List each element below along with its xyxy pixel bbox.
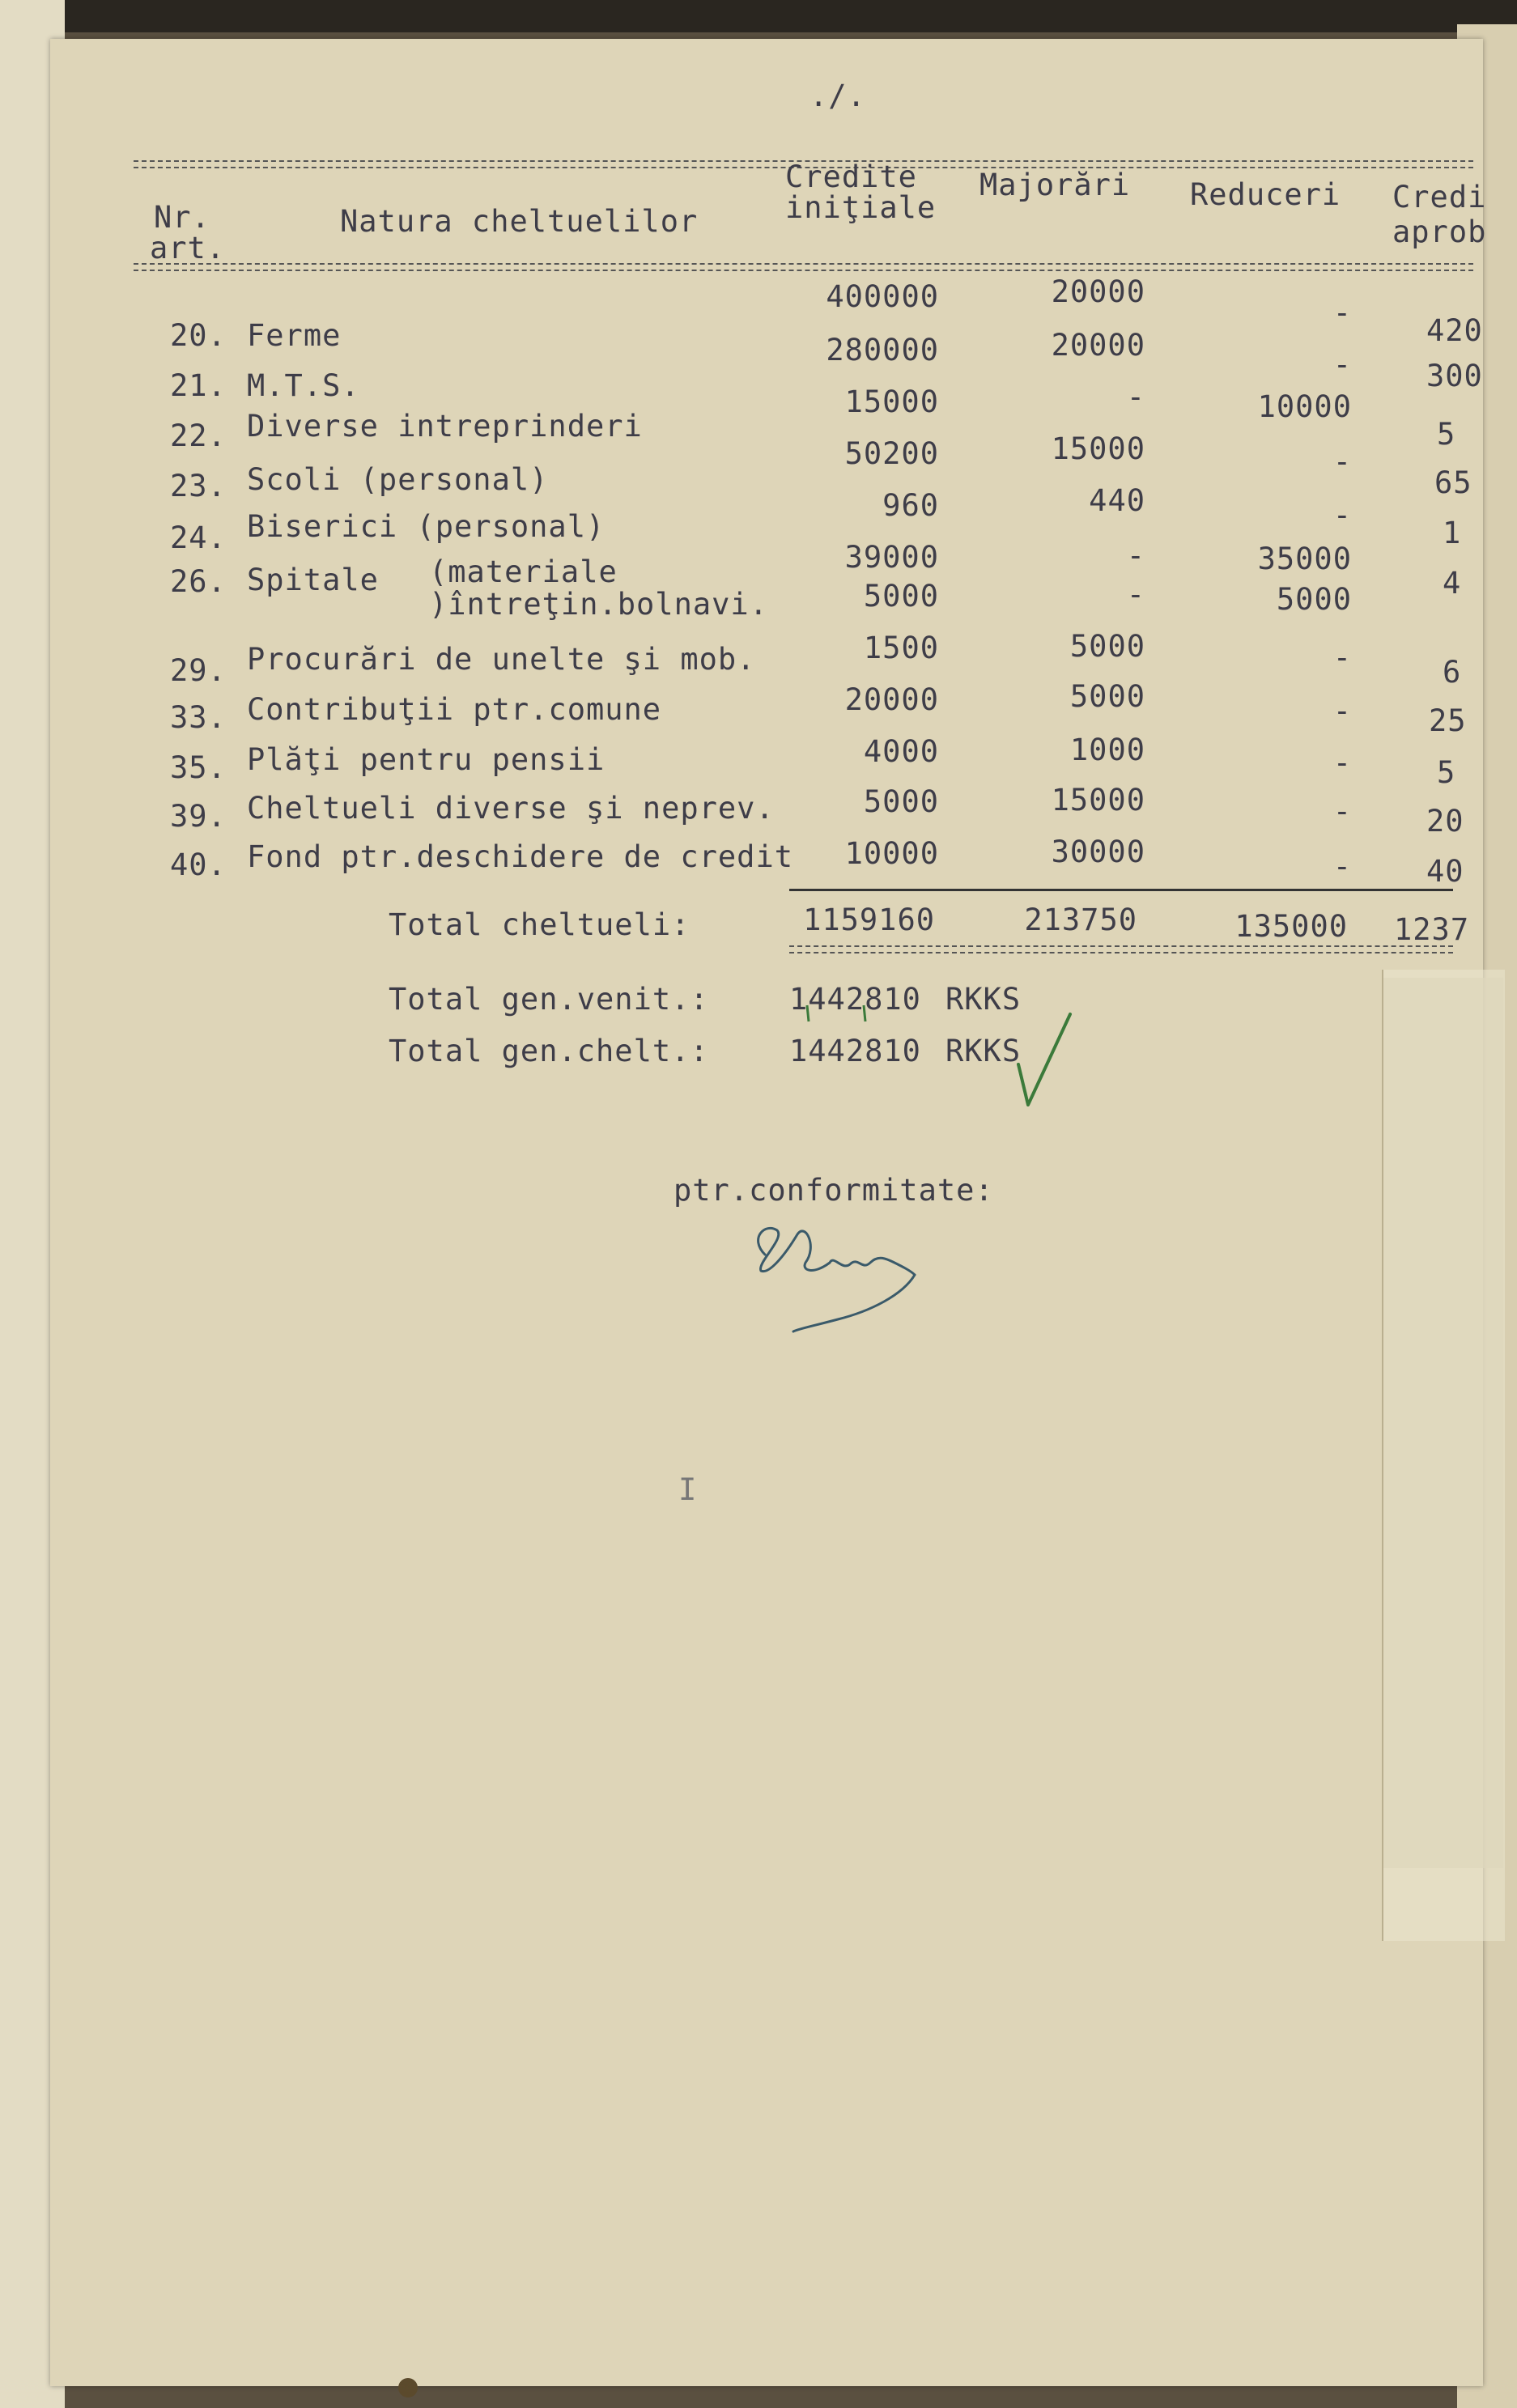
- row-name: Scoli (personal): [247, 462, 549, 497]
- header-reduceri: Reduceri: [1190, 177, 1341, 212]
- header-credite-2: iniţiale: [785, 190, 937, 225]
- header-nr: Nr.: [154, 200, 210, 235]
- total-gen-venit-label: Total gen.venit.:: [389, 982, 709, 1017]
- total-aprob: 1237: [1394, 912, 1470, 947]
- header-art: art.: [150, 231, 226, 265]
- row-nr: 29.: [170, 653, 227, 688]
- row-nr: 33.: [170, 700, 227, 735]
- row-aprob: 5: [1437, 417, 1456, 452]
- row-aprob: 1: [1443, 516, 1462, 550]
- row-aprob: 20: [1426, 804, 1464, 839]
- total-gen-chelt-currency: RKKS: [945, 1034, 1022, 1068]
- row-nr: 22.: [170, 418, 227, 453]
- background-top: [0, 0, 1517, 32]
- row-name: Spitale: [247, 563, 379, 597]
- row-nr: 40.: [170, 847, 227, 882]
- row-majorari: -: [1126, 380, 1145, 414]
- header-natura: Natura cheltuelilor: [340, 204, 699, 239]
- page-mark: ./.: [809, 79, 866, 113]
- total-gen-chelt-value: 1442810: [789, 1034, 921, 1068]
- total-gen-venit-value: 1442810: [789, 982, 921, 1017]
- row-name: M.T.S.: [247, 368, 360, 403]
- total-credite: 1159160: [803, 902, 935, 937]
- row-reduceri: -: [1332, 640, 1352, 675]
- row-reduceri: -: [1332, 295, 1352, 330]
- row-name: Fond ptr.deschidere de credit: [247, 839, 794, 874]
- row-nr: 20.: [170, 318, 227, 353]
- row-name: Contribuţii ptr.comune: [247, 692, 662, 727]
- header-aprob-2: aprob: [1392, 214, 1487, 249]
- row-nr: 21.: [170, 368, 227, 403]
- total-label: Total cheltueli:: [389, 907, 691, 942]
- row-reduceri: -: [1332, 745, 1352, 780]
- row-reduceri: 5000: [1276, 582, 1352, 617]
- row-reduceri: 35000: [1257, 541, 1352, 576]
- header-aprob-1: Credi: [1392, 180, 1487, 214]
- row-name-sub: (materiale: [429, 554, 618, 589]
- checkmark-icon: [1012, 1008, 1077, 1113]
- conformity-label: ptr.conformitate:: [674, 1173, 994, 1208]
- row-credite: 1500: [863, 631, 939, 665]
- row-majorari: 20000: [1051, 274, 1145, 309]
- row-reduceri: -: [1332, 347, 1352, 382]
- row-nr: 23.: [170, 469, 227, 503]
- row-majorari: -: [1126, 577, 1145, 612]
- header-majorari: Majorări: [979, 168, 1131, 202]
- total-majorari: 213750: [1024, 902, 1137, 937]
- row-majorari: -: [1126, 538, 1145, 573]
- row-nr: 35.: [170, 750, 227, 785]
- row-majorari: 15000: [1051, 431, 1145, 466]
- row-majorari: 30000: [1051, 835, 1145, 869]
- row-majorari: 440: [1089, 483, 1145, 518]
- total-rule: [789, 889, 1453, 891]
- total-double-rule: [789, 945, 1453, 953]
- row-aprob: 420: [1426, 313, 1483, 348]
- row-majorari: 20000: [1051, 328, 1145, 363]
- row-aprob: 40: [1426, 854, 1464, 889]
- stray-mark: I: [678, 1472, 698, 1507]
- row-credite: 39000: [844, 540, 939, 575]
- row-credite: 5000: [863, 579, 939, 614]
- row-nr: 24.: [170, 520, 227, 555]
- row-name: Cheltueli diverse şi neprev.: [247, 791, 775, 826]
- row-majorari: 15000: [1051, 783, 1145, 818]
- row-majorari: 5000: [1069, 679, 1145, 714]
- row-reduceri: -: [1332, 694, 1352, 728]
- total-gen-venit-currency: RKKS: [945, 982, 1022, 1017]
- row-aprob: 4: [1443, 566, 1462, 601]
- row-credite: 280000: [826, 333, 939, 367]
- row-credite: 5000: [863, 784, 939, 819]
- header-rule-bottom: [134, 263, 1473, 271]
- row-aprob: 300: [1426, 359, 1483, 393]
- row-credite: 20000: [844, 682, 939, 717]
- row-reduceri: -: [1332, 498, 1352, 533]
- row-credite: 50200: [844, 436, 939, 471]
- signature-icon: [741, 1198, 935, 1344]
- row-name: Biserici (personal): [247, 509, 606, 544]
- punch-hole: [398, 2378, 418, 2397]
- row-name: Procurări de unelte şi mob.: [247, 642, 756, 677]
- header-credite-1: Credite: [785, 159, 917, 194]
- row-credite: 400000: [826, 279, 939, 314]
- row-credite: 960: [882, 488, 939, 523]
- row-nr: 26.: [170, 564, 227, 599]
- row-reduceri: 10000: [1257, 389, 1352, 424]
- row-reduceri: -: [1332, 794, 1352, 829]
- row-name: Ferme: [247, 318, 342, 353]
- row-credite: 10000: [844, 836, 939, 871]
- row-credite: 15000: [844, 384, 939, 419]
- row-credite: 4000: [863, 734, 939, 769]
- total-gen-chelt-label: Total gen.chelt.:: [389, 1034, 709, 1068]
- row-reduceri: -: [1332, 444, 1352, 479]
- total-reduceri: 135000: [1234, 909, 1348, 944]
- row-nr: 39.: [170, 799, 227, 834]
- tape-strip: [1382, 970, 1505, 1941]
- row-aprob: 5: [1437, 755, 1456, 790]
- row-aprob: 6: [1443, 655, 1462, 690]
- tick-marks-icon: [789, 1002, 878, 1026]
- row-name-sub: )întreţin.bolnavi.: [429, 587, 768, 622]
- row-name: Diverse intreprinderi: [247, 409, 643, 444]
- row-majorari: 5000: [1069, 629, 1145, 664]
- row-aprob: 25: [1429, 703, 1467, 738]
- row-majorari: 1000: [1069, 733, 1145, 767]
- row-name: Plăţi pentru pensii: [247, 742, 606, 777]
- row-reduceri: -: [1332, 849, 1352, 884]
- row-aprob: 65: [1434, 465, 1472, 500]
